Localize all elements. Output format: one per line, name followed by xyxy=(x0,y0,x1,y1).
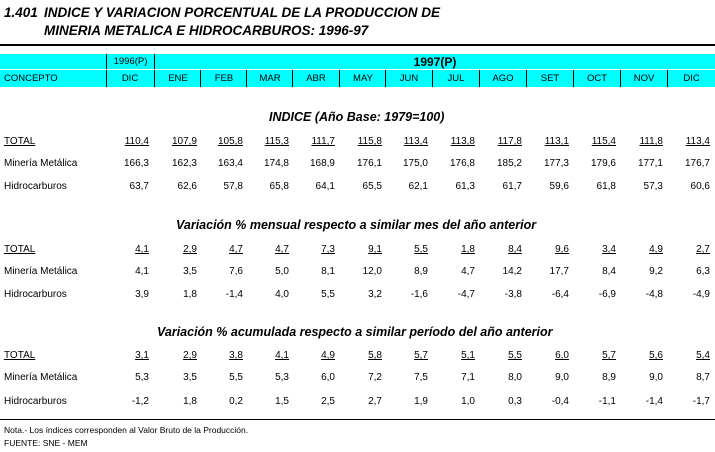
row-label: TOTAL xyxy=(4,136,36,147)
cell-value: 6,0 xyxy=(321,372,335,383)
section-title: Variación % mensual respecto a similar mes del año anterior xyxy=(176,218,537,232)
cell-value: -1,1 xyxy=(598,396,616,407)
cell-value: 179,6 xyxy=(590,158,616,169)
cell-value: -1,4 xyxy=(225,289,243,300)
month-header: OCT xyxy=(573,70,620,87)
cell-value: 1,8 xyxy=(183,289,197,300)
cell-value: 3,4 xyxy=(602,244,616,255)
cell-value: 3,8 xyxy=(229,350,243,361)
year-1997: 1997(P) xyxy=(154,54,715,69)
cell-value: -1,7 xyxy=(692,396,710,407)
cell-value: -4,8 xyxy=(645,289,663,300)
cell-value: 168,9 xyxy=(309,158,335,169)
row-label: Minería Metálica xyxy=(4,266,78,277)
cell-value: 5,5 xyxy=(229,372,243,383)
cell-value: 1,9 xyxy=(414,396,428,407)
cell-value: -4,7 xyxy=(457,289,475,300)
cell-value: 1,8 xyxy=(461,244,475,255)
cell-value: 2,7 xyxy=(368,396,382,407)
table-row xyxy=(0,136,715,150)
cell-value: 185,2 xyxy=(496,158,522,169)
cell-value: 176,7 xyxy=(684,158,710,169)
cell-value: 7,6 xyxy=(229,266,243,277)
month-header: JUN xyxy=(385,70,432,87)
cell-value: 115,4 xyxy=(591,136,616,147)
cell-value: 64,1 xyxy=(315,181,335,192)
cell-value: 7,5 xyxy=(414,372,428,383)
cell-value: 177,1 xyxy=(637,158,663,169)
top-rule xyxy=(0,44,715,46)
cell-value: 60,6 xyxy=(690,181,710,192)
table-row xyxy=(0,350,715,364)
table-row xyxy=(0,266,715,280)
cell-value: 63,7 xyxy=(129,181,149,192)
cell-value: 4,7 xyxy=(461,266,475,277)
bottom-rule xyxy=(0,419,715,420)
cell-value: 9,2 xyxy=(649,266,663,277)
cell-value: 177,3 xyxy=(543,158,569,169)
cell-value: 3,1 xyxy=(135,350,149,361)
cell-value: 59,6 xyxy=(549,181,569,192)
cell-value: 176,8 xyxy=(449,158,475,169)
concept-header: CONCEPTO xyxy=(4,73,58,84)
cell-value: 57,3 xyxy=(643,181,663,192)
cell-value: 7,1 xyxy=(461,372,475,383)
cell-value: 113,8 xyxy=(450,136,475,147)
row-label: Hidrocarburos xyxy=(4,181,67,192)
cell-value: 107,9 xyxy=(171,136,197,147)
cell-value: -4,9 xyxy=(692,289,710,300)
cell-value: 9,0 xyxy=(649,372,663,383)
cell-value: 57,8 xyxy=(223,181,243,192)
cell-value: 5,4 xyxy=(696,350,710,361)
row-label: Minería Metálica xyxy=(4,372,78,383)
cell-value: 5,6 xyxy=(649,350,663,361)
cell-value: -6,9 xyxy=(598,289,616,300)
month-header: MAR xyxy=(246,70,293,87)
month-header: ENE xyxy=(154,70,201,87)
month-header: NOV xyxy=(620,70,667,87)
cell-value: 8,0 xyxy=(508,372,522,383)
table-row xyxy=(0,158,715,172)
row-label: Minería Metálica xyxy=(4,158,78,169)
cell-value: 111,8 xyxy=(639,136,663,147)
cell-value: 9,0 xyxy=(555,372,569,383)
cell-value: 5,5 xyxy=(414,244,428,255)
cell-value: 1,5 xyxy=(275,396,289,407)
cell-value: 6,0 xyxy=(555,350,569,361)
cell-value: -1,4 xyxy=(645,396,663,407)
cell-value: 8,1 xyxy=(321,266,335,277)
cell-value: 162,3 xyxy=(171,158,197,169)
cell-value: 117,8 xyxy=(497,136,522,147)
year-1996: 1996(P) xyxy=(106,54,154,69)
cell-value: 4,1 xyxy=(135,266,149,277)
section-title: INDICE (Año Base: 1979=100) xyxy=(269,110,445,124)
cell-value: 3,2 xyxy=(368,289,382,300)
cell-value: 61,8 xyxy=(596,181,616,192)
cell-value: -1,6 xyxy=(410,289,428,300)
cell-value: 113,1 xyxy=(544,136,569,147)
section-title: Variación % acumulada respecto a similar período del año anterior xyxy=(157,325,553,339)
table-row xyxy=(0,372,715,386)
cell-value: 4,9 xyxy=(649,244,663,255)
cell-value: 163,4 xyxy=(217,158,243,169)
cell-value: 166,3 xyxy=(123,158,149,169)
cell-value: 0,2 xyxy=(229,396,243,407)
title-line-1: INDICE Y VARIACION PORCENTUAL DE LA PRODUCCION DE xyxy=(44,5,441,20)
table-title xyxy=(4,4,440,40)
cell-value: 176,1 xyxy=(356,158,382,169)
cell-value: -6,4 xyxy=(551,289,569,300)
cell-value: 6,3 xyxy=(696,266,710,277)
table-row xyxy=(0,244,715,258)
table-number: 1.401 xyxy=(4,5,38,20)
cell-value: 7,2 xyxy=(368,372,382,383)
month-header: DIC xyxy=(106,70,153,87)
cell-value: 61,7 xyxy=(502,181,522,192)
month-header: ABR xyxy=(292,70,339,87)
cell-value: 4,1 xyxy=(135,244,149,255)
cell-value: 2,9 xyxy=(183,350,197,361)
cell-value: 5,5 xyxy=(321,289,335,300)
cell-value: 62,1 xyxy=(408,181,428,192)
table-row xyxy=(0,289,715,303)
cell-value: 12,0 xyxy=(362,266,382,277)
cell-value: 1,0 xyxy=(461,396,475,407)
cell-value: 3,5 xyxy=(183,372,197,383)
cell-value: 110,4 xyxy=(124,136,149,147)
cell-value: 5,1 xyxy=(461,350,475,361)
cell-value: 113,4 xyxy=(403,136,428,147)
cell-value: 9,6 xyxy=(555,244,569,255)
cell-value: 9,1 xyxy=(368,244,382,255)
header-month-band xyxy=(0,70,715,87)
cell-value: 105,8 xyxy=(217,136,243,147)
cell-value: 8,4 xyxy=(508,244,522,255)
cell-value: 4,9 xyxy=(321,350,335,361)
row-label: TOTAL xyxy=(4,350,36,361)
cell-value: 5,3 xyxy=(135,372,149,383)
cell-value: 8,4 xyxy=(602,266,616,277)
cell-value: 8,9 xyxy=(602,372,616,383)
cell-value: -1,2 xyxy=(131,396,149,407)
cell-value: 175,0 xyxy=(402,158,428,169)
row-label: Hidrocarburos xyxy=(4,289,67,300)
source: FUENTE: SNE - MEM xyxy=(4,438,88,448)
cell-value: 8,9 xyxy=(414,266,428,277)
cell-value: 7,3 xyxy=(321,244,335,255)
cell-value: 4,7 xyxy=(229,244,243,255)
cell-value: 0,3 xyxy=(508,396,522,407)
cell-value: 65,5 xyxy=(362,181,382,192)
cell-value: 115,3 xyxy=(264,136,289,147)
cell-value: 3,5 xyxy=(183,266,197,277)
cell-value: 113,4 xyxy=(685,136,710,147)
cell-value: 2,7 xyxy=(696,244,710,255)
cell-value: 4,7 xyxy=(275,244,289,255)
month-header: MAY xyxy=(339,70,386,87)
table-row xyxy=(0,396,715,410)
cell-value: 62,6 xyxy=(177,181,197,192)
cell-value: 5,7 xyxy=(414,350,428,361)
cell-value: -3,8 xyxy=(504,289,522,300)
cell-value: -0,4 xyxy=(551,396,569,407)
cell-value: 5,5 xyxy=(508,350,522,361)
cell-value: 65,8 xyxy=(269,181,289,192)
month-header: FEB xyxy=(200,70,247,87)
title-line-2: MINERIA METALICA E HIDROCARBUROS: 1996-97 xyxy=(44,23,369,38)
cell-value: 1,8 xyxy=(183,396,197,407)
cell-value: 5,8 xyxy=(368,350,382,361)
cell-value: 14,2 xyxy=(502,266,522,277)
cell-value: 115,8 xyxy=(357,136,382,147)
cell-value: 8,7 xyxy=(696,372,710,383)
row-label: Hidrocarburos xyxy=(4,396,67,407)
cell-value: 5,7 xyxy=(602,350,616,361)
cell-value: 5,0 xyxy=(275,266,289,277)
cell-value: 4,0 xyxy=(275,289,289,300)
month-header: AGO xyxy=(479,70,526,87)
table-row xyxy=(0,181,715,195)
cell-value: 2,5 xyxy=(321,396,335,407)
month-header: JUL xyxy=(432,70,479,87)
cell-value: 174,8 xyxy=(263,158,289,169)
cell-value: 17,7 xyxy=(549,266,569,277)
cell-value: 4,1 xyxy=(275,350,289,361)
footnote: Nota.- Los índices corresponden al Valor Bruto de la Producción. xyxy=(4,425,249,435)
cell-value: 111,7 xyxy=(311,136,335,147)
cell-value: 2,9 xyxy=(183,244,197,255)
month-header: SET xyxy=(526,70,573,87)
cell-value: 5,3 xyxy=(275,372,289,383)
month-header: DIC xyxy=(667,70,715,87)
row-label: TOTAL xyxy=(4,244,36,255)
cell-value: 3,9 xyxy=(135,289,149,300)
cell-value: 61,3 xyxy=(455,181,475,192)
header-year-band xyxy=(0,54,715,69)
